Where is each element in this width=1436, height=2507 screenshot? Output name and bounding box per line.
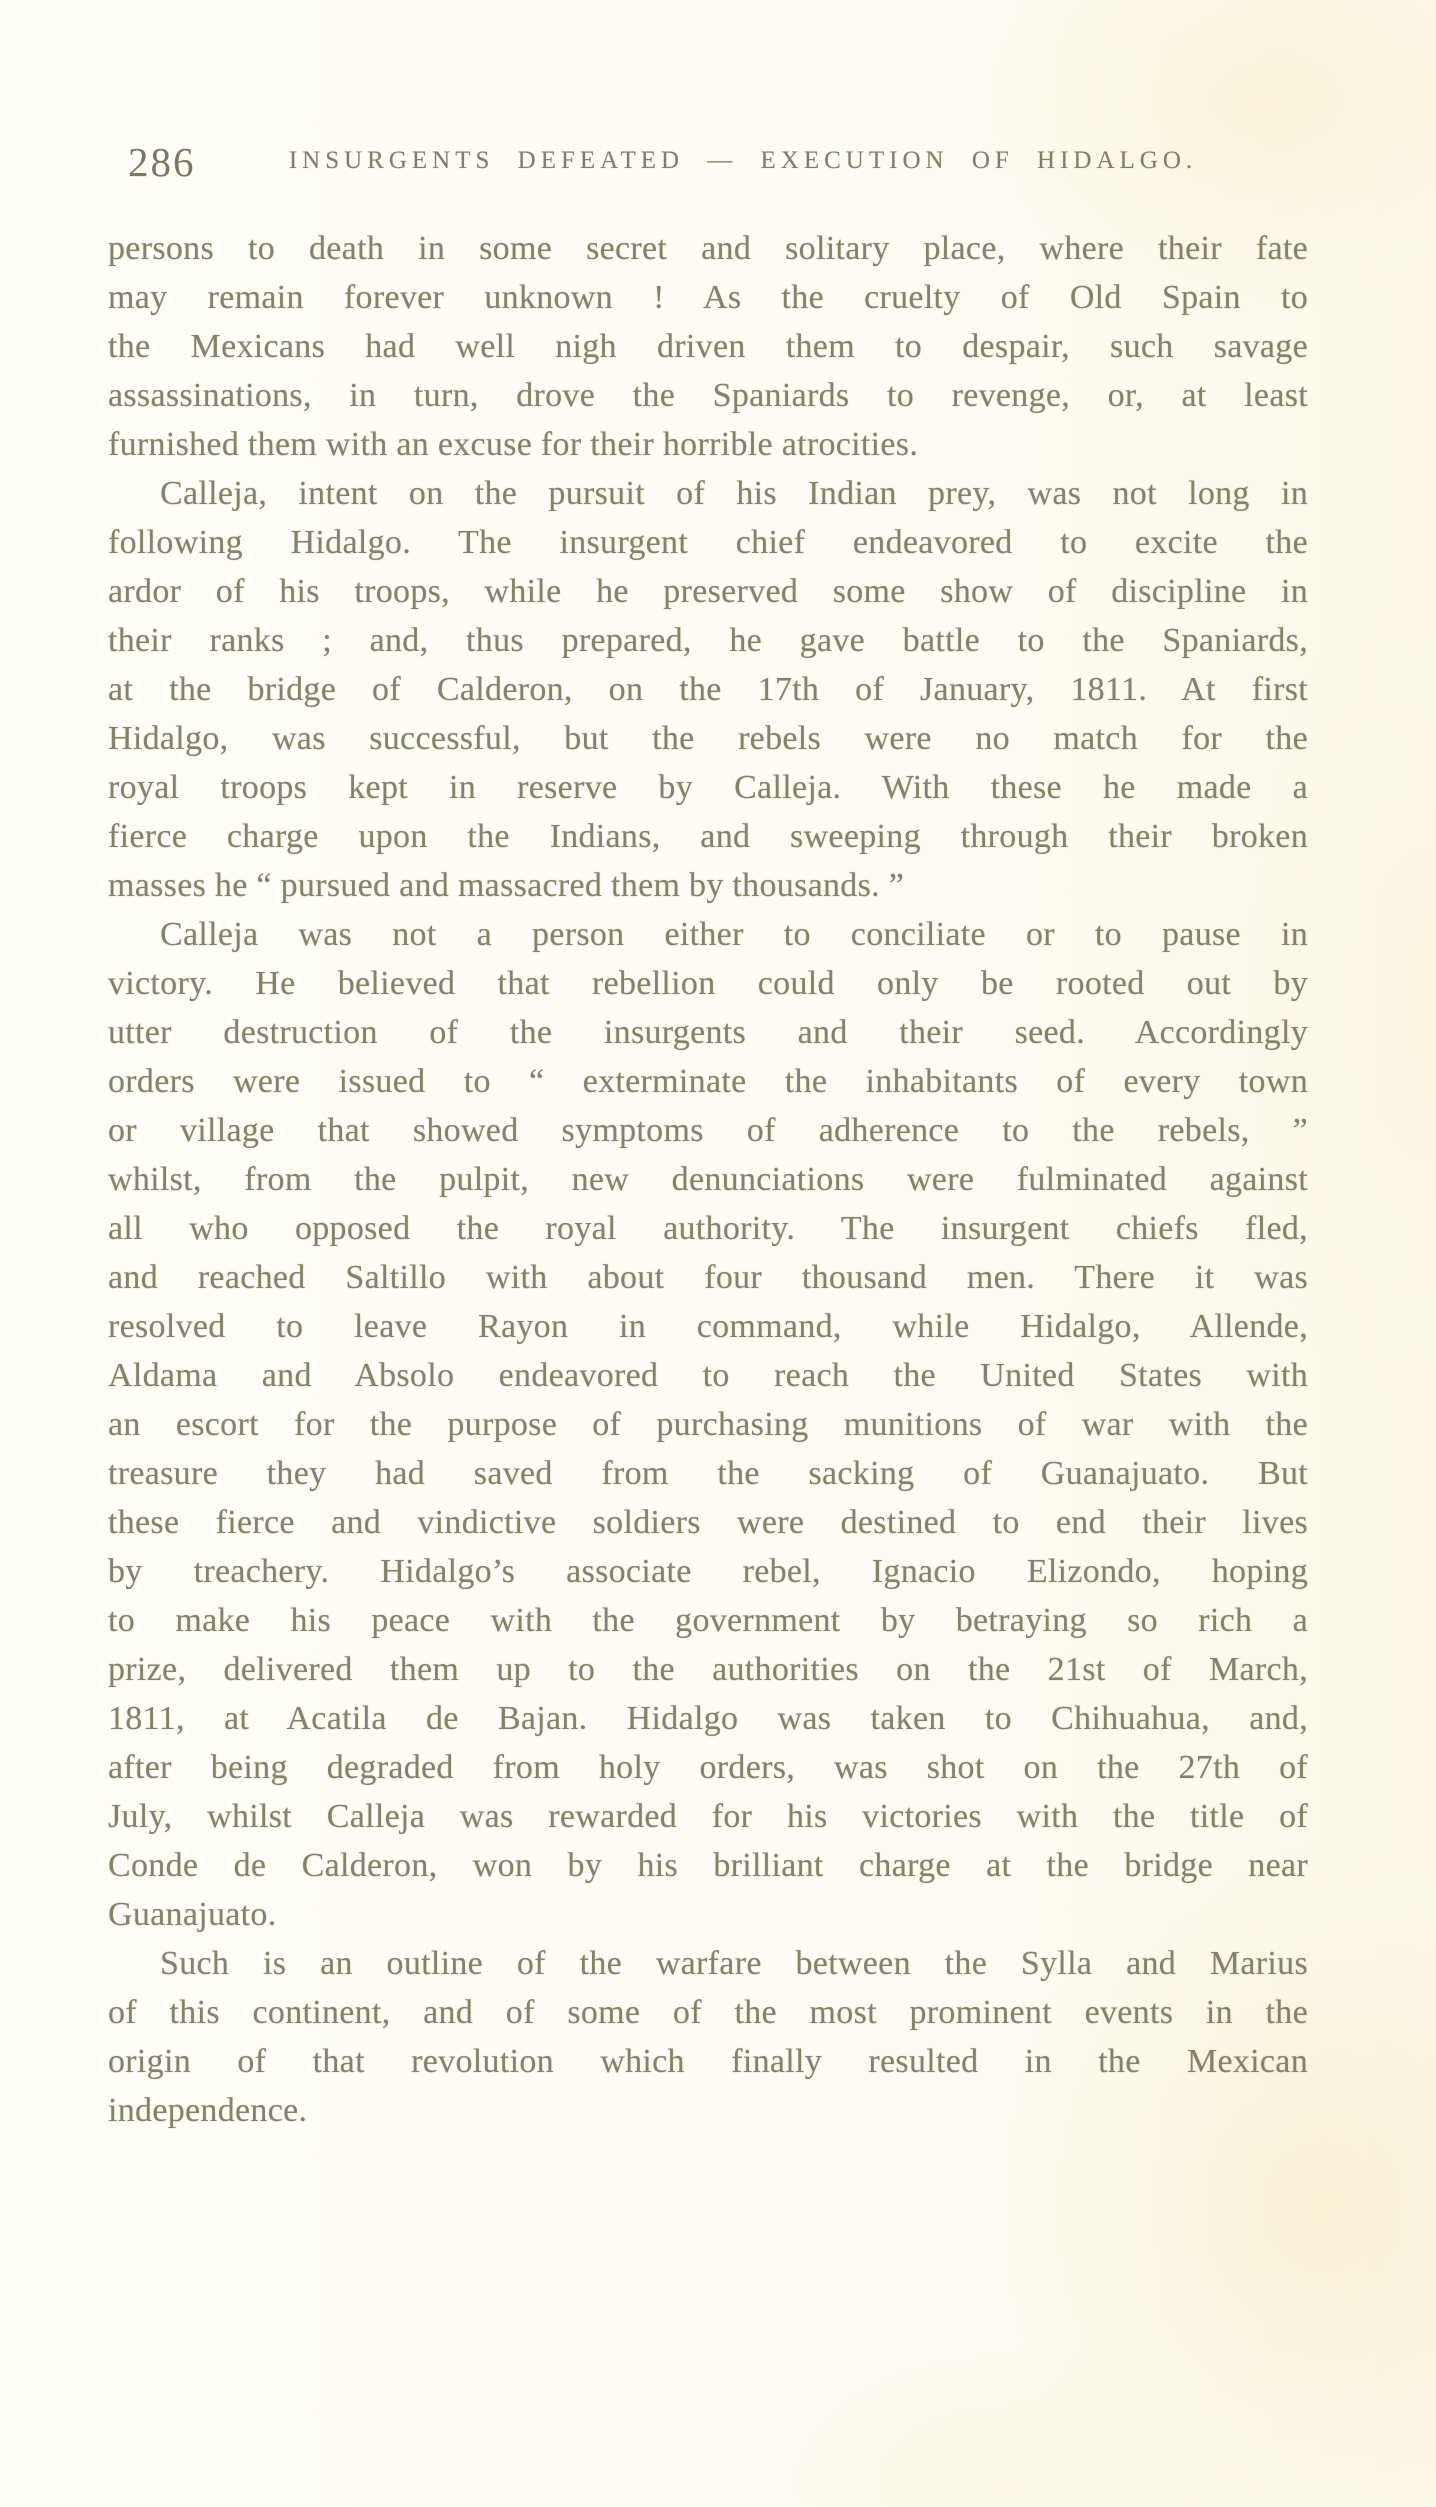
text-line: fierce charge upon the Indians, and sweeping through their broken [108, 818, 1308, 855]
text-line: assassinations, in turn, drove the Spaniards to revenge, or, at least [108, 377, 1308, 414]
text-line: victory. He believed that rebellion could only be rooted out by [108, 965, 1308, 1002]
text-line: independence. [108, 2092, 308, 2129]
paragraph [108, 1939, 1308, 2135]
page-body [108, 224, 1308, 2135]
text-line: all who opposed the royal authority. The insurgent chiefs fled, [108, 1210, 1308, 1247]
text-line: masses he “ pursued and massacred them by thousands. ” [108, 867, 905, 904]
header-row [108, 147, 1308, 175]
text-line: prize, delivered them up to the authorities on the 21st of March, [108, 1651, 1308, 1688]
text-line: these fierce and vindictive soldiers were destined to end their lives [108, 1504, 1308, 1541]
paragraph [108, 910, 1308, 1939]
text-line: Guanajuato. [108, 1896, 277, 1933]
text-line: may remain forever unknown ! As the cruelty of Old Spain to [108, 279, 1308, 316]
text-line: or village that showed symptoms of adherence to the rebels, ” [108, 1112, 1308, 1149]
text-line: treasure they had saved from the sacking of Guanajuato. But [108, 1455, 1308, 1492]
paragraph [108, 469, 1308, 910]
text-line: persons to death in some secret and solitary place, where their fate [108, 230, 1308, 267]
text-line: resolved to leave Rayon in command, while Hidalgo, Allende, [108, 1308, 1308, 1345]
text-line: Hidalgo, was successful, but the rebels were no match for the [108, 720, 1308, 757]
text-line: after being degraded from holy orders, was shot on the 27th of [108, 1749, 1308, 1786]
text-line: ardor of his troops, while he preserved some show of discipline in [108, 573, 1308, 610]
text-line: the Mexicans had well nigh driven them to despair, such savage [108, 328, 1308, 365]
text-line: following Hidalgo. The insurgent chief endeavored to excite the [108, 524, 1308, 561]
text-line: 1811, at Acatila de Bajan. Hidalgo was taken to Chihuahua, and, [108, 1700, 1308, 1737]
text-line: furnished them with an excuse for their horrible atrocities. [108, 426, 919, 463]
text-line: utter destruction of the insurgents and their seed. Accordingly [108, 1014, 1308, 1051]
running-header: INSURGENTS DEFEATED — EXECUTION OF HIDALGO. [288, 147, 1198, 174]
text-line: origin of that revolution which finally resulted in the Mexican [108, 2043, 1308, 2080]
text-line: and reached Saltillo with about four thousand men. There it was [108, 1259, 1308, 1296]
text-line: Aldama and Absolo endeavored to reach the United States with [108, 1357, 1308, 1394]
text-line: their ranks ; and, thus prepared, he gave battle to the Spaniards, [108, 622, 1308, 659]
text-line: by treachery. Hidalgo’s associate rebel, Ignacio Elizondo, hoping [108, 1553, 1308, 1590]
page-number: 286 [128, 139, 196, 185]
text-line: of this continent, and of some of the most prominent events in the [108, 1994, 1308, 2031]
text-line: Conde de Calderon, won by his brilliant charge at the bridge near [108, 1847, 1308, 1884]
text-line: an escort for the purpose of purchasing munitions of war with the [108, 1406, 1308, 1443]
text-line: Such is an outline of the warfare between the Sylla and Marius [160, 1945, 1308, 1982]
text-line: royal troops kept in reserve by Calleja. With these he made a [108, 769, 1308, 806]
paragraph [108, 224, 1308, 469]
text-line: July, whilst Calleja was rewarded for his victories with the title of [108, 1798, 1308, 1835]
text-line: Calleja, intent on the pursuit of his Indian prey, was not long in [160, 475, 1308, 512]
text-line: orders were issued to “ exterminate the inhabitants of every town [108, 1063, 1308, 1100]
text-line: Calleja was not a person either to conciliate or to pause in [160, 916, 1308, 953]
text-line: whilst, from the pulpit, new denunciations were fulminated against [108, 1161, 1308, 1198]
text-line: to make his peace with the government by betraying so rich a [108, 1602, 1308, 1639]
text-line: at the bridge of Calderon, on the 17th of January, 1811. At first [108, 671, 1308, 708]
